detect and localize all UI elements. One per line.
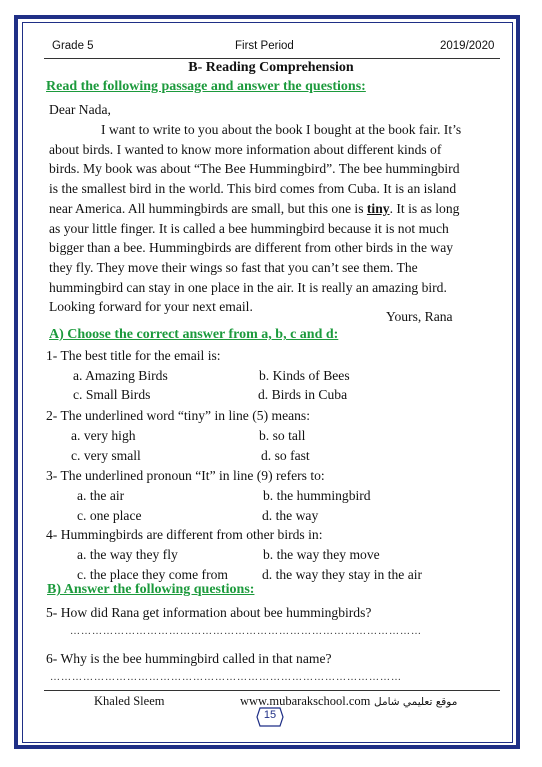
page-number-badge <box>256 706 284 728</box>
footer-author: Khaled Sleem <box>94 694 165 708</box>
q4-option-a: a. the way they fly <box>77 547 178 562</box>
q3-option-c: c. one place <box>77 508 142 523</box>
q3-option-d: d. the way <box>262 508 319 523</box>
footer-arabic: موقع تعليمي شامل <box>374 696 458 708</box>
greeting: Dear Nada, <box>49 102 111 117</box>
grade-label: Grade 5 <box>52 40 94 52</box>
question-3: 3- The underlined pronoun “It” in line (9) refers to: <box>46 468 325 483</box>
passage-line: is the smallest bird in the world. This bird comes from Cuba. It is an island <box>49 181 457 197</box>
q4-option-b: b. the way they move <box>263 547 380 562</box>
q2-option-c: c. very small <box>71 448 141 463</box>
section-title: B- Reading Comprehension <box>188 60 354 75</box>
passage-line: birds. My book was about “The Bee Hummingbird”. The bee hummingbird <box>49 161 460 177</box>
part-a-heading: A) Choose the correct answer from a, b, c and d: <box>49 327 339 342</box>
q1-option-d: d. Birds in Cuba <box>258 387 348 402</box>
question-6: 6- Why is the bee hummingbird called in that name? <box>46 651 332 666</box>
passage-line: bigger than a bee. Hummingbirds are different from other birds in the way <box>49 240 454 256</box>
passage-line: as your little finger. It is called a bee hummingbird because it is not much <box>49 220 449 236</box>
passage-line: hummingbird can stay in one place in the air. It is really an amazing bird. <box>49 279 447 295</box>
passage-line: about birds. I wanted to know more information about different kinds of <box>49 141 442 157</box>
question-5: 5- How did Rana get information about bee hummingbirds? <box>46 605 372 620</box>
underlined-word-tiny: tiny <box>366 200 390 216</box>
q3-option-a: a. the air <box>77 488 125 503</box>
page-number: 15 <box>263 709 277 721</box>
passage-text: near America. All hummingbirds are small, but this one is <box>49 200 364 216</box>
q1-option-b: b. Kinds of Bees <box>259 368 350 383</box>
q1-option-c: c. Small Birds <box>73 387 151 402</box>
passage-line: they fly. They move their wings so fast that you can’t see them. The <box>49 259 418 275</box>
instruction-heading: Read the following passage and answer the questions: <box>46 79 366 94</box>
answer-line-6[interactable]: …………………………………………………………………………………… <box>50 672 402 683</box>
signoff: Yours, Rana <box>386 309 453 324</box>
q4-option-c: c. the place they come from <box>77 567 228 582</box>
q1-option-a: a. Amazing Birds <box>73 368 168 383</box>
q2-option-d: d. so fast <box>261 448 310 463</box>
question-2: 2- The underlined word “tiny” in line (5) means: <box>46 408 310 423</box>
footer-website: www.mubarakschool.com <box>240 694 371 708</box>
passage-text: . It is as long <box>389 200 460 216</box>
question-4: 4- Hummingbirds are different from other birds in: <box>46 527 323 542</box>
footer-divider <box>44 690 500 691</box>
year-label: 2019/2020 <box>440 40 495 52</box>
part-b-heading: B) Answer the following questions: <box>47 582 255 597</box>
header-divider <box>44 58 500 59</box>
passage-line <box>49 199 499 219</box>
q2-option-a: a. very high <box>71 428 136 443</box>
question-1: 1- The best title for the email is: <box>46 348 221 363</box>
answer-line-5[interactable]: …………………………………………………………………………………… <box>70 626 422 637</box>
passage-line: I want to write to you about the book I bought at the book fair. It’s <box>101 122 462 137</box>
passage-line: Looking forward for your next email. <box>49 299 253 315</box>
period-label: First Period <box>235 40 294 52</box>
passage <box>49 120 499 317</box>
q2-option-b: b. so tall <box>259 428 306 443</box>
q3-option-b: b. the hummingbird <box>263 488 371 503</box>
page-header <box>48 40 496 58</box>
q4-option-d: d. the way they stay in the air <box>262 567 423 582</box>
